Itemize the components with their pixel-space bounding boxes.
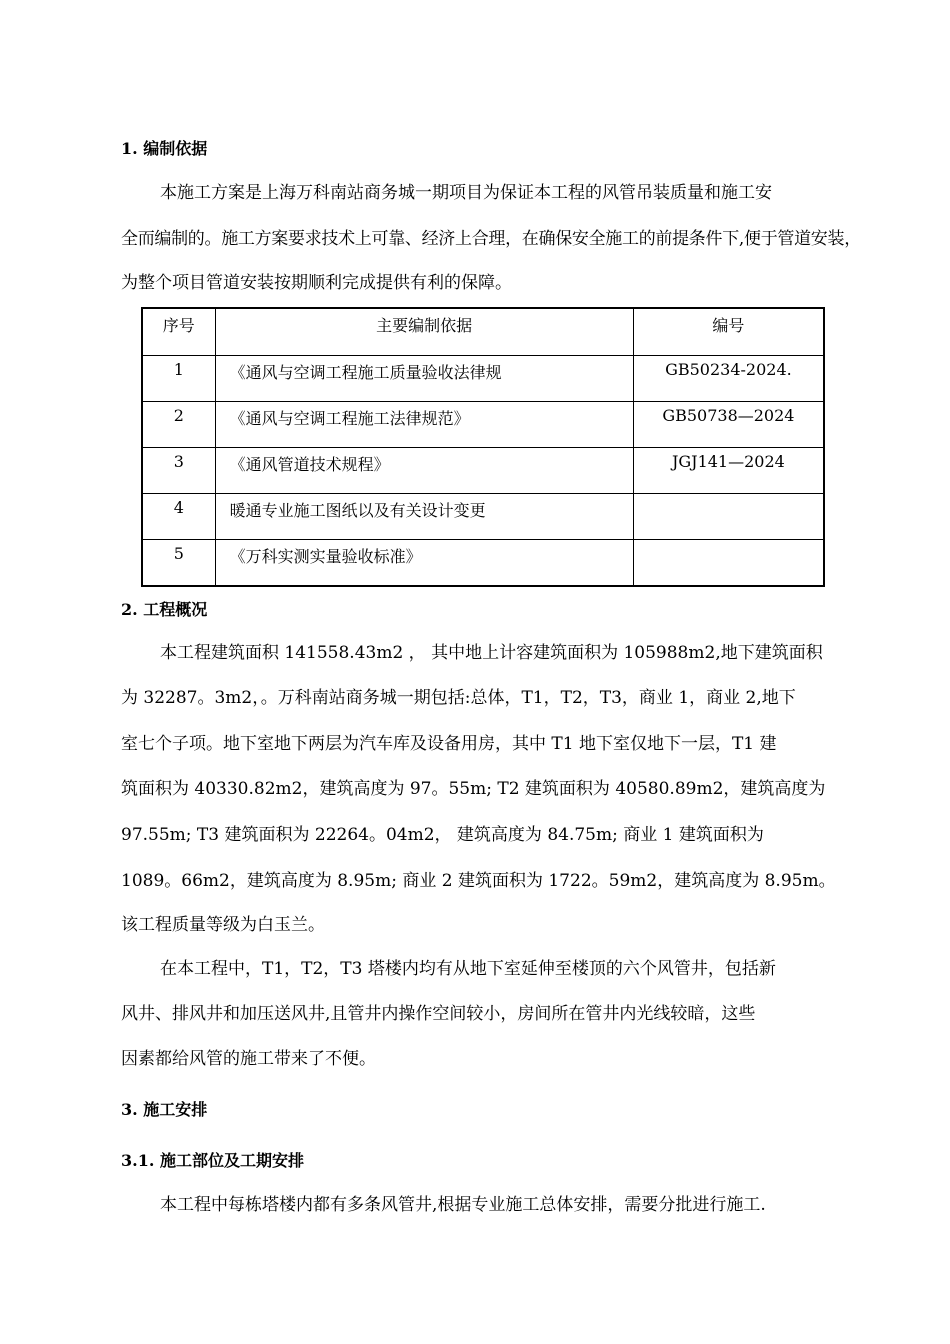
table-row: [142, 448, 824, 494]
section-2-line: 为 32287。3m2，。万科南站商务城一期包括:总体，T1，T2，T3，商业 1，商业 2,地下: [121, 688, 796, 708]
section-1-line: 本施工方案是上海万科南站商务城一期项目为保证本工程的风管吊装质量和施工安: [160, 183, 772, 203]
row-name: 《通风与空调工程施工质量验收法律规: [215, 356, 633, 402]
row-code: GB50234-2024.: [633, 356, 824, 402]
row-code: [633, 540, 824, 587]
section-3-line: 本工程中每栋塔楼内都有多条风管井,根据专业施工总体安排，需要分批进行施工.: [160, 1195, 766, 1215]
section-2-para2-line: 在本工程中，T1，T2，T3 塔楼内均有从地下室延伸至楼顶的六个风管井，包括新: [160, 959, 776, 979]
section-2-line: 筑面积为 40330.82m2，建筑高度为 97。55m; T2 建筑面积为 40580.89m2，建筑高度为: [121, 779, 826, 799]
row-name: 《通风管道技术规程》: [215, 448, 633, 494]
section-3-heading: 3. 施工安排: [121, 1100, 208, 1119]
row-code: GB50738—2024: [633, 402, 824, 448]
section-2-para2-line: 风井、排风井和加压送风井,且管井内操作空间较小，房间所在管井内光线较暗，这些: [121, 1004, 756, 1024]
section-2-line: 1089。66m2，建筑高度为 8.95m; 商业 2 建筑面积为 1722。59m2，建筑高度为 8.95m。: [121, 871, 836, 891]
table-row: [142, 494, 824, 540]
section-1-line: 为整个项目管道安装按期顺利完成提供有利的保障。: [121, 273, 512, 293]
row-code: [633, 494, 824, 540]
row-no: 5: [142, 540, 215, 587]
table-row: [142, 356, 824, 402]
row-no: 2: [142, 402, 215, 448]
row-no: 4: [142, 494, 215, 540]
section-2-line: 本工程建筑面积 141558.43m2 ， 其中地上计容建筑面积为 105988m2,地下建筑面积: [160, 643, 823, 663]
row-no: 1: [142, 356, 215, 402]
section-3-1-heading: 3.1. 施工部位及工期安排: [121, 1151, 304, 1170]
section-2-line: 室七个子项。地下室地下两层为汽车库及设备用房，其中 T1 地下室仅地下一层，T1 建: [121, 734, 777, 754]
row-no: 3: [142, 448, 215, 494]
section-2-para2-line: 因素都给风管的施工带来了不便。: [121, 1049, 376, 1069]
header-name: 主要编制依据: [215, 308, 633, 356]
table-row: [142, 402, 824, 448]
section-1-heading: 1. 编制依据: [121, 139, 208, 158]
section-2-line: 97.55m; T3 建筑面积为 22264。04m2， 建筑高度为 84.75m; 商业 1 建筑面积为: [121, 825, 764, 845]
table-row: [142, 540, 824, 587]
basis-table: [141, 307, 825, 587]
header-code: 编号: [633, 308, 824, 356]
row-name: 《通风与空调工程施工法律规范》: [215, 402, 633, 448]
row-name: 暖通专业施工图纸以及有关设计变更: [215, 494, 633, 540]
table-header-row: [142, 308, 824, 356]
row-name: 《万科实测实量验收标准》: [215, 540, 633, 587]
section-2-line: 该工程质量等级为白玉兰。: [121, 915, 325, 935]
row-code: JGJ141—2024: [633, 448, 824, 494]
section-2-heading: 2. 工程概况: [121, 600, 208, 619]
header-no: 序号: [142, 308, 215, 356]
section-1-line: 全而编制的。施工方案要求技术上可靠、经济上合理，在确保安全施工的前提条件下,便于管道安装，: [121, 229, 861, 249]
